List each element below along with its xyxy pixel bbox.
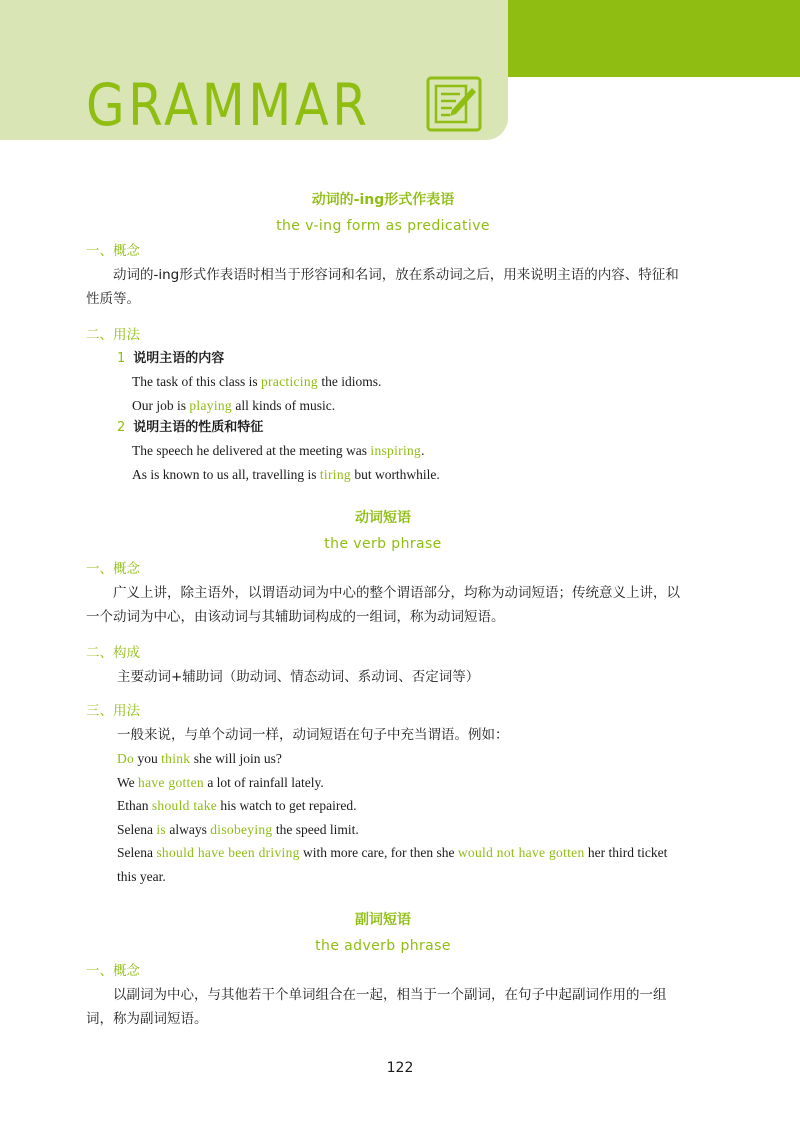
section-ving-predicative bbox=[86, 190, 680, 486]
example-sentence: Our job is playing all kinds of music. bbox=[132, 397, 336, 413]
section-title-en: the verb phrase bbox=[324, 536, 442, 552]
section-adverb-phrase bbox=[86, 910, 680, 1031]
concept-text: 以副词为中心，与其他若干个单词组合在一起，相当于一个副词，在句子中起副词作用的一组词，称为副词短语。 bbox=[86, 987, 667, 1027]
item-number: 1 bbox=[117, 351, 126, 366]
structure-text: 主要动词+辅助词（助动词、情态动词、系动词、否定词等） bbox=[117, 669, 480, 685]
item-heading-text: 说明主语的内容 bbox=[133, 351, 225, 366]
usage-heading: 三、用法 bbox=[86, 703, 140, 719]
section-title-zh: 动词的-ing形式作表语 bbox=[311, 192, 455, 208]
concept-heading: 一、概念 bbox=[86, 561, 140, 577]
structure-heading: 二、构成 bbox=[86, 645, 140, 661]
highlighted-word: would not have gotten bbox=[457, 845, 585, 860]
concept-text: 广义上讲，除主语外，以谓语动词为中心的整个谓语部分，均称为动词短语；传统意义上讲，以一个动词为中心，由该动词与其辅助词构成的一组词，称为动词短语。 bbox=[86, 585, 680, 625]
usage-heading: 二、用法 bbox=[86, 327, 140, 343]
usage-intro: 一般来说，与单个动词一样，动词短语在句子中充当谓语。例如： bbox=[117, 727, 509, 743]
header-accent-block bbox=[508, 0, 800, 77]
highlighted-word: think bbox=[161, 751, 191, 766]
example-sentence: Ethan should take his watch to get repaired. bbox=[117, 798, 357, 813]
highlighted-word: inspiring bbox=[370, 443, 422, 458]
example-sentence: The speech he delivered at the meeting was inspiring. bbox=[132, 443, 425, 458]
highlighted-word: have gotten bbox=[138, 774, 204, 790]
highlighted-word: Do bbox=[117, 751, 135, 766]
usage-item-heading bbox=[86, 348, 680, 370]
example-sentence: The task of this class is practicing the idioms. bbox=[132, 374, 382, 389]
concept-heading: 一、概念 bbox=[86, 963, 140, 979]
usage-item-heading bbox=[86, 417, 680, 439]
example-sentence: Do you think she will join us? bbox=[117, 751, 282, 766]
example-sentence: Selena should have been driving with more care, for then she would not have gotten her third ticket this year. bbox=[117, 845, 668, 884]
item-heading-text: 说明主语的性质和特征 bbox=[133, 420, 264, 435]
highlighted-word: should have been driving bbox=[156, 845, 300, 860]
page-header-title: GRAMMAR bbox=[86, 71, 371, 139]
example-sentence: As is known to us all, travelling is tiring but worthwhile. bbox=[132, 466, 440, 482]
section-title-zh: 动词短语 bbox=[355, 510, 411, 526]
section-title-en: the adverb phrase bbox=[315, 938, 451, 954]
highlighted-word: is bbox=[156, 821, 166, 837]
section-title-en: the v-ing form as predicative bbox=[276, 218, 490, 234]
highlighted-word: should take bbox=[151, 798, 218, 813]
concept-text: 动词的-ing形式作表语时相当于形容词和名词，放在系动词之后，用来说明主语的内容、特征和性质等。 bbox=[86, 267, 679, 307]
page-content bbox=[86, 190, 680, 1031]
page-number: 122 bbox=[386, 1060, 414, 1076]
section-title-zh: 副词短语 bbox=[355, 912, 411, 928]
notepad-pencil-icon bbox=[426, 76, 482, 132]
highlighted-word: practicing bbox=[260, 374, 318, 389]
example-sentence: Selena is always disobeying the speed limit. bbox=[117, 821, 359, 837]
concept-heading: 一、概念 bbox=[86, 243, 140, 259]
example-sentence: We have gotten a lot of rainfall lately. bbox=[117, 774, 324, 790]
highlighted-word: playing bbox=[189, 397, 232, 413]
highlighted-word: tiring bbox=[319, 466, 351, 482]
item-number: 2 bbox=[117, 420, 126, 435]
section-verb-phrase bbox=[86, 508, 680, 888]
highlighted-word: disobeying bbox=[210, 821, 273, 837]
